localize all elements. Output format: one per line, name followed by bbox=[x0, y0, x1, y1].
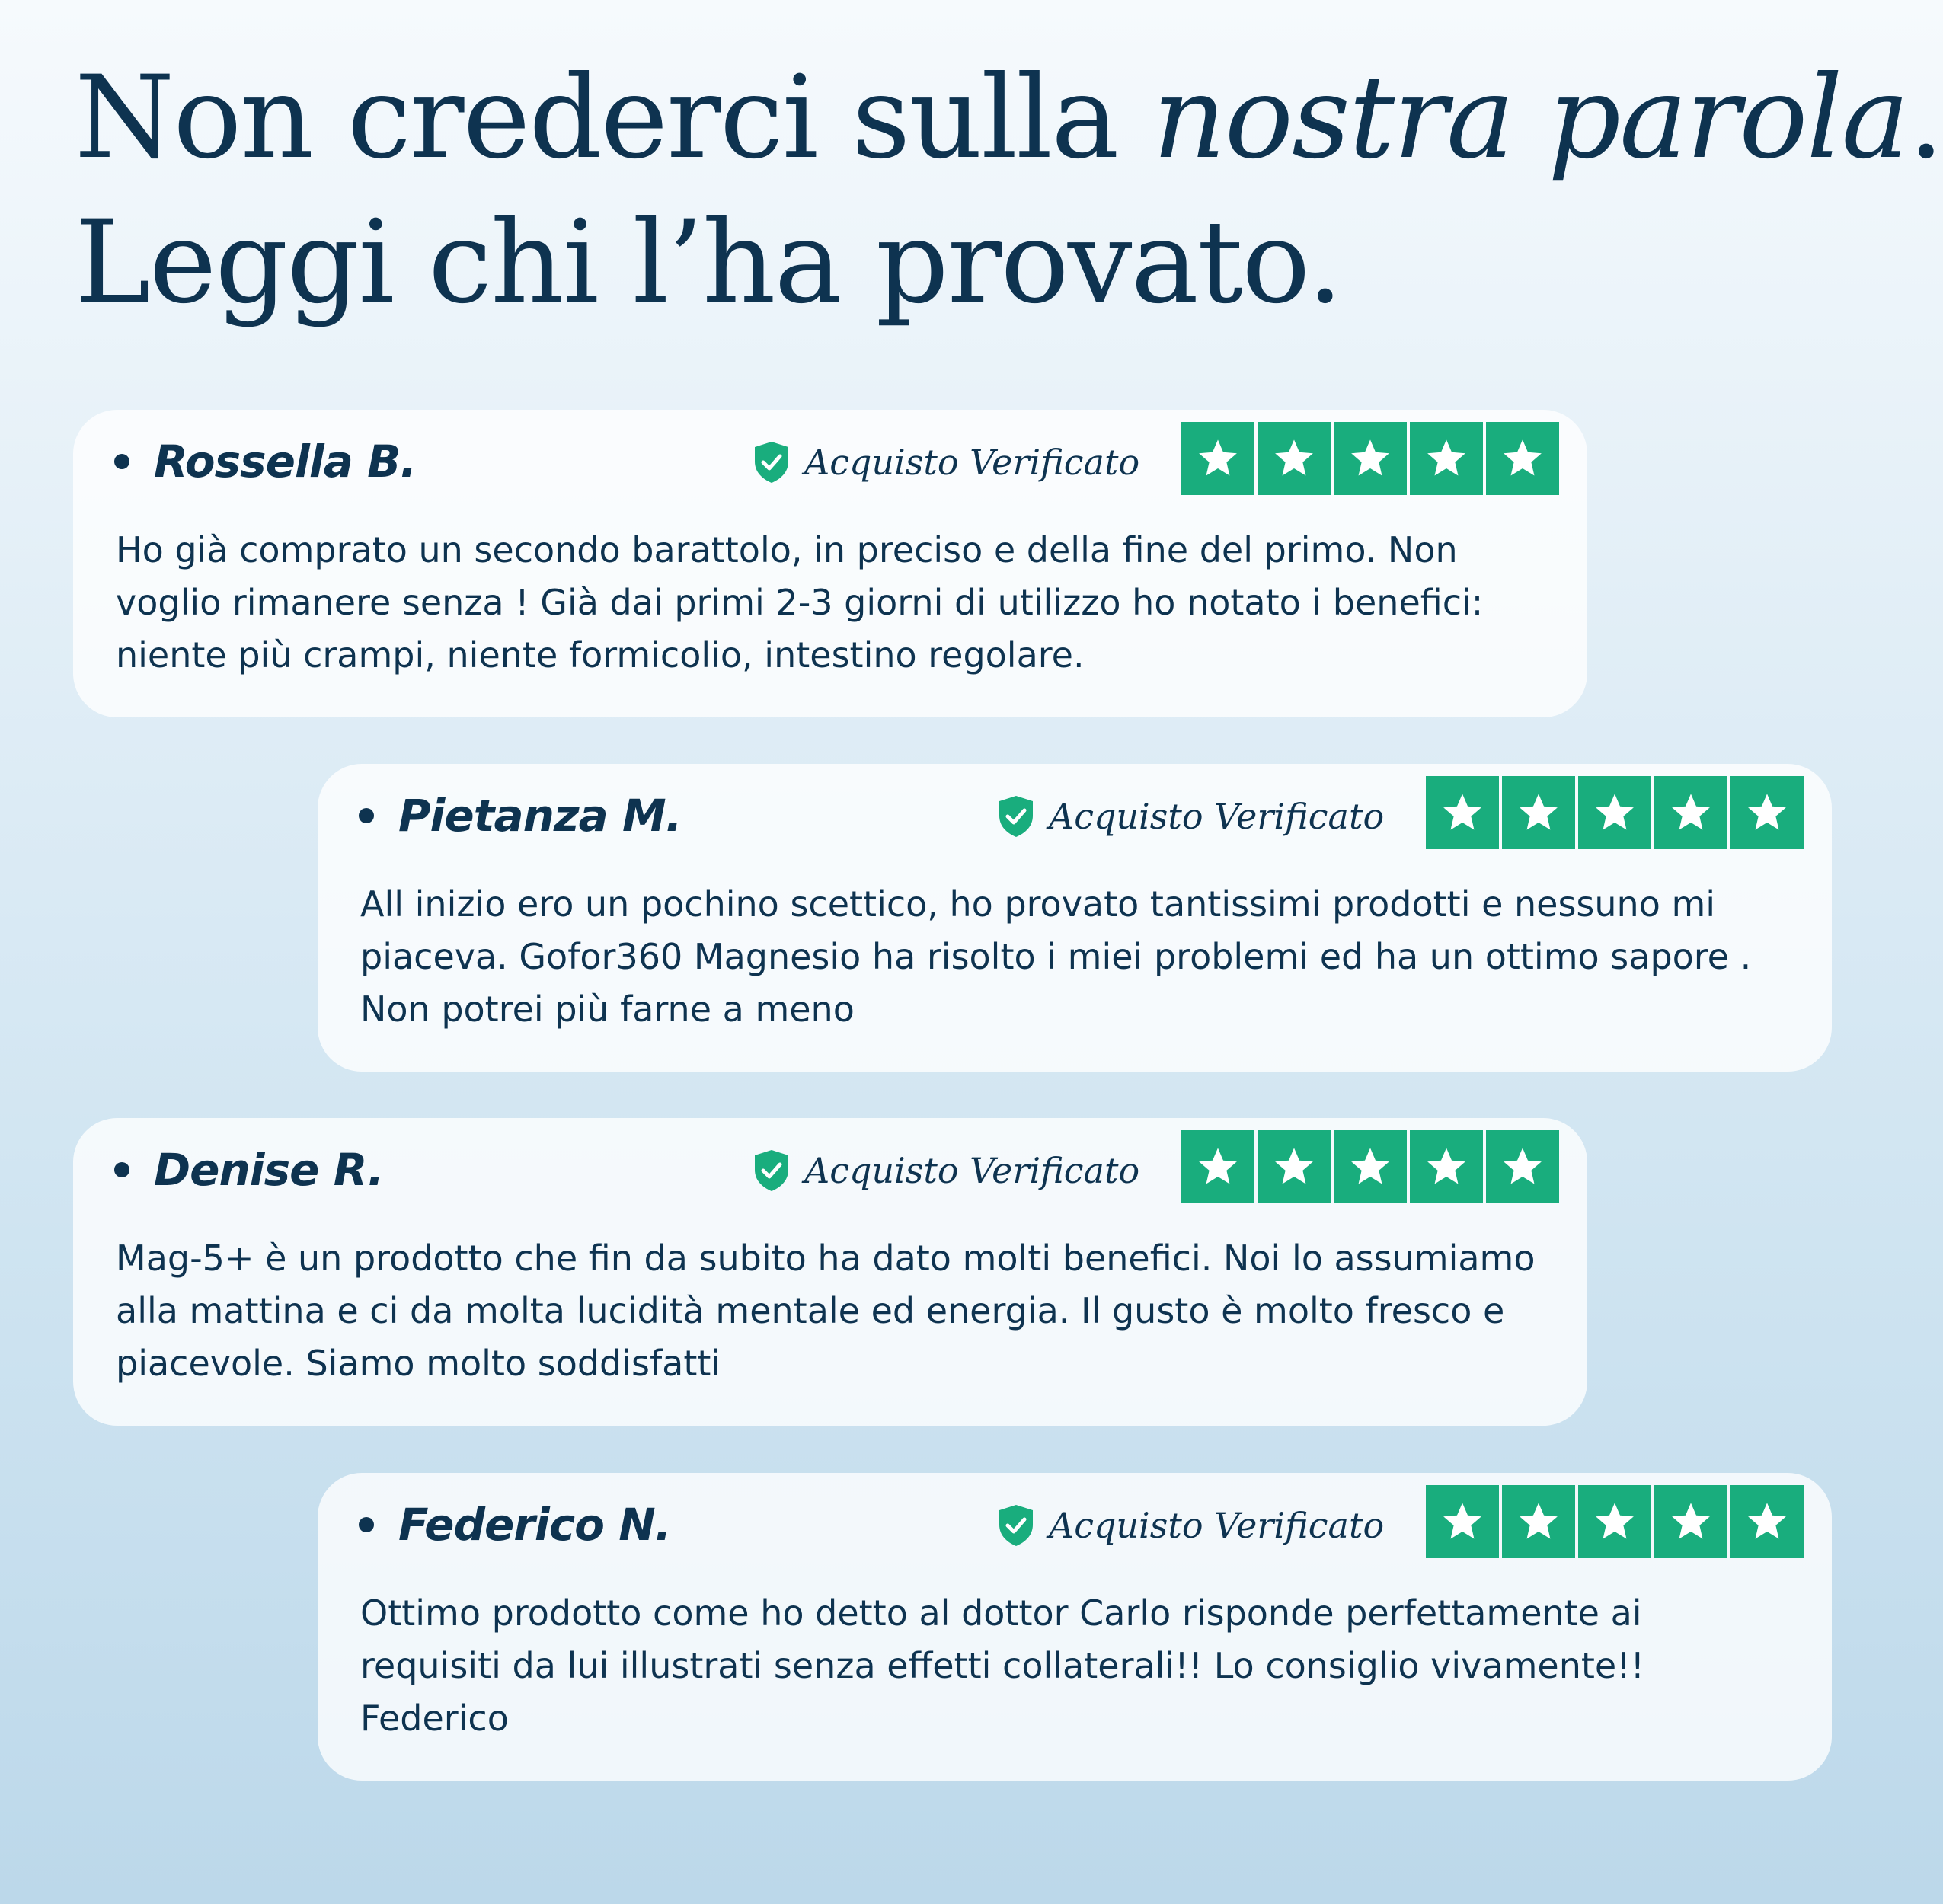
star-icon bbox=[1486, 422, 1559, 495]
star-icon bbox=[1334, 422, 1407, 495]
headline-line-1 bbox=[75, 46, 1943, 190]
headline-period: . bbox=[1907, 52, 1943, 184]
star-icon bbox=[1181, 422, 1254, 495]
review-card bbox=[73, 410, 1587, 717]
star-icon bbox=[1502, 1485, 1575, 1558]
star-icon bbox=[1426, 776, 1499, 849]
star-rating bbox=[1181, 1130, 1559, 1203]
review-card bbox=[73, 1118, 1587, 1426]
verified-label: Acquisto Verificato bbox=[804, 442, 1140, 483]
review-text: All inizio ero un pochino scettico, ho provato tantissimi prodotti e nessuno mi piaceva. Gofor360 Magnesio ha risolto i miei problemi ed ha un ottimo sapore . Non potrei più farne a meno bbox=[360, 883, 1752, 1030]
review-card bbox=[318, 764, 1832, 1072]
bullet-dot bbox=[114, 1162, 129, 1177]
star-icon bbox=[1578, 776, 1651, 849]
headline-regular-text: Non crederci sulla bbox=[75, 52, 1153, 184]
bullet-dot bbox=[359, 808, 374, 823]
shield-check-icon bbox=[753, 440, 791, 484]
star-icon bbox=[1486, 1130, 1559, 1203]
star-icon bbox=[1426, 1485, 1499, 1558]
review-text: Ottimo prodotto come ho detto al dottor Carlo risponde perfettamente ai requisiti da lui illustrati senza effetti collaterali!! Lo consiglio vivamente!! Federico bbox=[360, 1593, 1645, 1739]
star-icon bbox=[1730, 776, 1804, 849]
reviewer-name: Denise R. bbox=[154, 1144, 384, 1196]
reviewer bbox=[359, 785, 682, 846]
star-icon bbox=[1502, 776, 1575, 849]
verified-purchase bbox=[997, 1499, 1384, 1552]
verified-purchase bbox=[753, 436, 1139, 489]
reviewer bbox=[114, 431, 416, 492]
reviewer-name: Pietanza M. bbox=[398, 790, 682, 842]
review-text: Ho già comprato un secondo barattolo, in preciso e della fine del primo. Non voglio rimanere senza ! Già dai primi 2-3 giorni di utilizzo ho notato i benefici: niente più crampi, niente formicolio, intestino regolare. bbox=[116, 529, 1484, 676]
bullet-dot bbox=[114, 454, 129, 469]
bullet-dot bbox=[359, 1517, 374, 1532]
verified-purchase bbox=[753, 1144, 1139, 1197]
shield-check-icon bbox=[753, 1148, 791, 1193]
star-icon bbox=[1654, 776, 1727, 849]
star-icon bbox=[1181, 1130, 1254, 1203]
star-icon bbox=[1258, 422, 1331, 495]
headline-line-2: Leggi chi l’ha provato. bbox=[75, 196, 1342, 329]
verified-label: Acquisto Verificato bbox=[1049, 1505, 1385, 1546]
shield-check-icon bbox=[997, 1503, 1035, 1548]
headline bbox=[75, 46, 1943, 335]
headline-italic-text: nostra parola bbox=[1152, 52, 1908, 184]
star-icon bbox=[1730, 1485, 1804, 1558]
reviewer bbox=[359, 1494, 671, 1555]
review-text: Mag-5+ è un prodotto che fin da subito ha dato molti benefici. Noi lo assumiamo alla mattina e ci da molta lucidità mentale ed energia. Il gusto è molto fresco e piacevole. Siamo molto soddisfatti bbox=[116, 1238, 1536, 1384]
star-rating bbox=[1426, 1485, 1804, 1558]
verified-label: Acquisto Verificato bbox=[804, 1150, 1140, 1191]
star-icon bbox=[1410, 422, 1483, 495]
verified-purchase bbox=[997, 790, 1384, 843]
review-card bbox=[318, 1473, 1832, 1781]
star-rating bbox=[1426, 776, 1804, 849]
star-rating bbox=[1181, 422, 1559, 495]
reviewer-name: Rossella B. bbox=[154, 436, 417, 487]
star-icon bbox=[1410, 1130, 1483, 1203]
verified-label: Acquisto Verificato bbox=[1049, 796, 1385, 837]
star-icon bbox=[1258, 1130, 1331, 1203]
star-icon bbox=[1334, 1130, 1407, 1203]
reviewer-name: Federico N. bbox=[398, 1499, 671, 1551]
star-icon bbox=[1654, 1485, 1727, 1558]
shield-check-icon bbox=[997, 794, 1035, 839]
star-icon bbox=[1578, 1485, 1651, 1558]
reviewer bbox=[114, 1139, 383, 1200]
